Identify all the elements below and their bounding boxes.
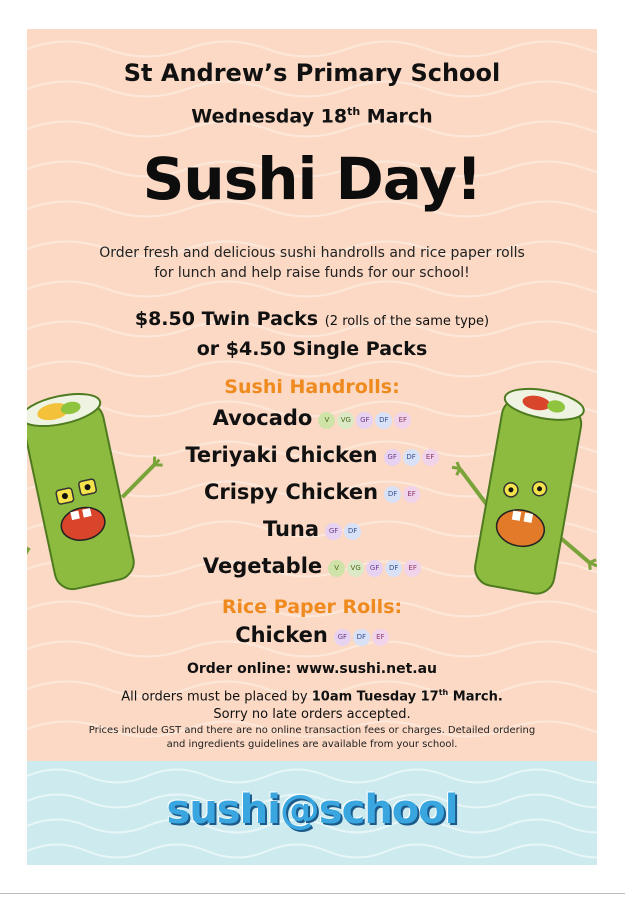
page-title: Sushi Day!: [142, 145, 482, 213]
rice-paper-heading: Rice Paper Rolls:: [221, 596, 403, 618]
order-deadline: [27, 684, 597, 724]
menu-item-name: Avocado: [212, 406, 313, 430]
dietary-tags: [382, 481, 420, 505]
dietary-badge-gf: GF: [334, 629, 351, 646]
dietary-badge-ef: EF: [404, 560, 421, 577]
poster: [27, 29, 597, 865]
fine-print: [27, 724, 597, 752]
dietary-badge-vg: VG: [337, 412, 354, 429]
twin-pack-price: [27, 308, 597, 330]
dietary-badge-ef: EF: [372, 629, 389, 646]
sushi-roll-character-right-icon: [449, 381, 597, 611]
date-text: Wednesday 18: [191, 105, 348, 128]
dietary-badge-ef: EF: [422, 449, 439, 466]
fine-print-line-2: and ingredients guidelines are available from your school.: [166, 739, 458, 750]
deadline-prefix: All orders must be placed by: [121, 689, 312, 705]
school-name: St Andrew’s Primary School: [123, 59, 501, 87]
intro-line-2: for lunch and help raise funds for our school!: [154, 265, 470, 281]
page-bottom-rule: [0, 893, 625, 894]
menu-item-name: Tuna: [262, 517, 320, 541]
menu-item-name: Chicken: [235, 623, 328, 647]
menu-item-name: Vegetable: [202, 554, 323, 578]
sushi-at-school-logo: sushi@school: [166, 787, 458, 833]
dietary-badge-ef: EF: [403, 486, 420, 503]
dietary-badge-ef: EF: [394, 412, 411, 429]
dietary-badge-vg: VG: [347, 560, 364, 577]
intro-text: [27, 243, 597, 283]
single-pack-price: or $4.50 Single Packs: [196, 338, 428, 360]
dietary-badge-df: DF: [344, 523, 361, 540]
dietary-badge-df: DF: [375, 412, 392, 429]
fine-print-line-1: Prices include GST and there are no online transaction fees or charges. Detailed ordering: [88, 725, 536, 736]
dietary-tags: [316, 407, 411, 431]
dietary-badge-df: DF: [403, 449, 420, 466]
deadline-bold: 10am Tuesday 17: [311, 689, 439, 705]
menu-item-name: Crispy Chicken: [203, 480, 379, 504]
dietary-badge-gf: GF: [366, 560, 383, 577]
order-online: Order online: www.sushi.net.au: [186, 661, 438, 677]
menu-item-name: Teriyaki Chicken: [185, 443, 378, 467]
dietary-badge-gf: GF: [325, 523, 342, 540]
dietary-badge-v: V: [328, 560, 345, 577]
event-date: [27, 105, 597, 127]
dietary-badge-df: DF: [385, 560, 402, 577]
deadline-ordinal: th: [438, 688, 449, 697]
intro-line-1: Order fresh and delicious sushi handrolls and rice paper rolls: [99, 245, 525, 261]
deadline-line: [27, 684, 597, 706]
sushi-roll-character-left-icon: [27, 384, 169, 604]
dietary-badge-v: V: [318, 412, 335, 429]
dietary-tags: [326, 555, 421, 579]
dietary-badge-df: DF: [384, 486, 401, 503]
date-ordinal: th: [347, 105, 361, 118]
menu-item: [27, 623, 597, 648]
dietary-tags: [382, 444, 439, 468]
deadline-month: March.: [448, 689, 503, 705]
dietary-badge-gf: GF: [356, 412, 373, 429]
late-orders-note: Sorry no late orders accepted.: [213, 707, 411, 723]
handrolls-heading: Sushi Handrolls:: [224, 376, 400, 398]
twin-pack-note: (2 rolls of the same type): [324, 314, 490, 329]
dietary-badge-df: DF: [353, 629, 370, 646]
dietary-tags: [332, 624, 389, 648]
dietary-tags: [323, 518, 361, 542]
twin-pack-label: $8.50 Twin Packs: [134, 308, 319, 330]
dietary-badge-gf: GF: [384, 449, 401, 466]
date-month: March: [360, 105, 433, 128]
